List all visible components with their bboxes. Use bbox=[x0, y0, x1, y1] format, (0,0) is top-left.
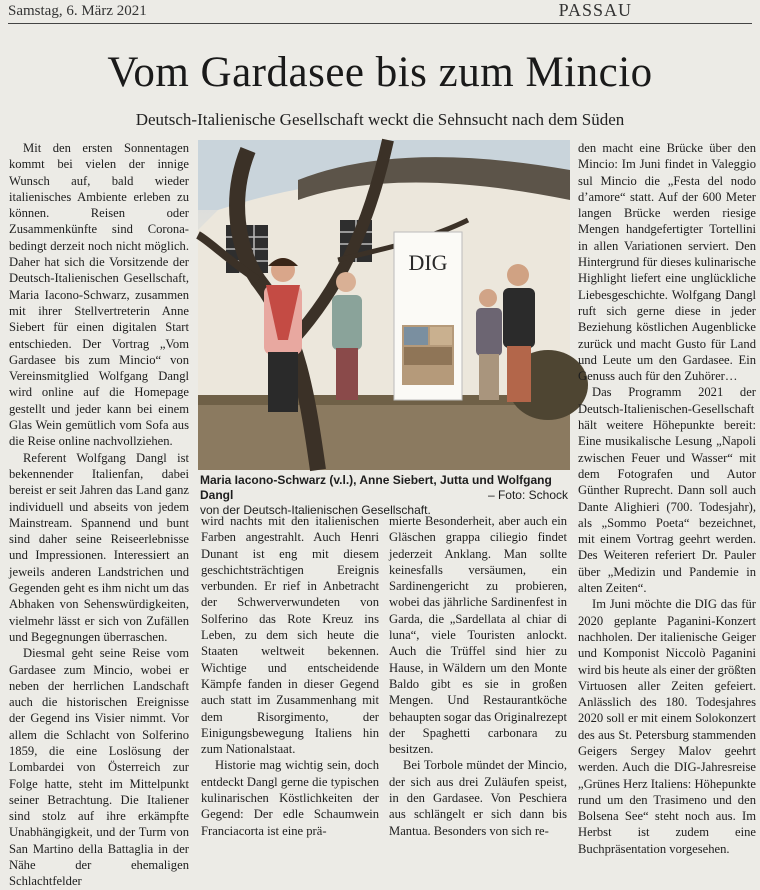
paragraph: Das Programm 2021 der Deutsch-Italienischen-Gesellschaft hält weitere Höhepunkte bereit: Eine musikalische Lesung „Napoli zwischen Feuer und Wasser“ mit dem Fotografen und Autor Günther Ruprecht. Dann soll auch Dante Alighieri (700. Todesjahr), als „Sommo Poeta“ bezeichnet, mit einem Vortrag geehrt werden. Des Weiteren referiert Dr. Pauler über „Medizin und Pandemie in alten Zeiten“. bbox=[578, 385, 756, 596]
column-3 bbox=[389, 513, 567, 838]
caption-text: von der Deutsch-Italienischen Gesellschaft. bbox=[200, 503, 431, 517]
column-2 bbox=[201, 513, 379, 838]
header-rule bbox=[8, 23, 752, 24]
paragraph: Diesmal geht seine Reise vom Gardasee zum Mincio, wobei er neben der herrlichen Landschaft auch die historischen Ereignisse der Gegend ins Visier nimmt. Vor allem die Schlacht von Solferino 1859, die eine Loslösung der Lombardei von Österreich zur Folge hatte, steht im Mittelpunkt seiner Betrachtung. Die Italiener sind stolz auf ihre erkämpfte Unabhängigkeit, und der Turm von San Martino della Battaglia in der Nähe der ehemaligen Schlachtfelder bbox=[9, 646, 189, 889]
paragraph: den macht eine Brücke über den Mincio: Im Juni findet in Valeggio sul Mincio die „Festa del nodo d’amore“ statt. Auf der 600 Meter langen Brücke werden riesige Mengen handgefertigter Tortellini in allen Variationen serviert. Den Hintergrund für dieses kulinarische Highlight liefert eine unglückliche Liebesgeschichte. Wolfgang Dangl ruft sich gerne diese in jeder Beziehung köstlichen Augenblicke zurück und macht Gusto für Land und Leute um den Gardasee. Ein Genuss auch für den Zuhörer… bbox=[578, 141, 756, 384]
article-photo bbox=[198, 140, 570, 470]
article-headline: Vom Gardasee bis zum Mincio bbox=[107, 49, 653, 96]
page-header bbox=[0, 0, 760, 24]
paragraph: mierte Besonderheit, aber auch ein Gläschen grappa ciliegio findet jederzeit Anklang. Man sollte keinesfalls versäumen, ein Sardinengericht zu probieren, wobei das jährliche Sardinenfest in Garda, die „Sardellata al chiar di luna“, viele Touristen anlockt. Auch die Trüffel sind hier zu Hause, in Wäldern um den Monte Baldo gibt es sie in großen Mengen. Und Restaurantköche behaupten sogar das Originalrezept der Spaghetti carbonara zu besitzen. bbox=[389, 514, 567, 757]
photo-illustration bbox=[198, 140, 570, 470]
paragraph: Referent Wolfgang Dangl ist bekennender Italienfan, dabei bereist er seit Jahren das Land ganz individuell und abseits von jedem Mainstream. Spannend und bunt sind daher seine Reiseerlebnisse und Impressionen. Interessiert an jeweils anderen Landstrichen und Gegenden geht es ihm nicht um das Abhaken von Sehenswürdigkeiten, vielmehr lässt er sich von Zufällen und Begegnungen überraschen. bbox=[9, 450, 189, 644]
caption-names: Maria Iacono-Schwarz (v.l.), Anne Siebert, Jutta und Wolfgang Dangl bbox=[200, 473, 552, 502]
column-1 bbox=[9, 140, 189, 889]
paragraph: wird nachts mit den italienischen Farben angestrahlt. Auch Henri Dunant ist eng mit diesem geschichtsträchtigen Ereignis verbunden. Er rief in Anbetracht der Schwerverwundeten von Solferino das Rote Kreuz ins Leben, zu dem sich heute die Staaten weltweit bekennen. Wichtige und entscheidende Kämpfe fanden in dieser Gegend auch statt im Zusammenhang mit dem Risorgimento, der Einigungsbewegung Italiens hin zum Nationalstaat. bbox=[201, 514, 379, 757]
article-subheadline: Deutsch-Italienische Gesellschaft weckt die Sehnsucht nach dem Süden bbox=[135, 110, 625, 129]
column-4 bbox=[578, 140, 756, 856]
section-name: PASSAU bbox=[558, 0, 632, 20]
paragraph: Historie mag wichtig sein, doch entdeckt Dangl gerne die typischen kulinarischen Köstlichkeiten der Gegend: Der edle Schaumwein Franciacorta ist eine prä- bbox=[201, 758, 379, 838]
paragraph: Im Juni möchte die DIG das für 2020 geplante Paganini-Konzert nachholen. Der italienische Geiger und Komponist Niccolò Paganini wird bis heute als einer der größten Virtuosen aller Zeiten gefeiert. Anlässlich des 180. Todesjahres 2020 soll er mit einem Solokonzert des aus St. Petersburg stammenden Geigers Sergey Malov geehrt werden. Auch die DIG-Jahresreise „Grünes Herz Italiens: Höhepunkte rund um den Trasimeno und den Bolsena See“ steht noch aus. Im Herbst ist zudem eine Buchpräsentation vorgesehen. bbox=[578, 597, 756, 856]
paragraph: Bei Torbole mündet der Mincio, der sich aus drei Zuläufen speist, in den Gardasee. Von Peschiera aus schlängelt er sich dann bis Mantua. Besonders von sich re- bbox=[389, 758, 567, 838]
paragraph: Mit den ersten Sonnentagen kommt bei vielen der innige Wunsch auf, bald wieder italienisches Ambiente erleben zu können. Reisen oder Zusammenkünfte sind Corona-bedingt derzeit noch nicht möglich. Daher hat sich die Vorsitzende der Deutsch-Italienischen Gesellschaft, Maria Iacono-Schwarz, zusammen mit ihrer Stellvertreterin Anne Siebert für einen digitalen Start entschieden. Der Vortrag „Vom Gardasee bis zum Mincio“ von Vereinsmitglied Wolfgang Dangl wird online auf die Homepage gestellt und jeder kann bei einem Glas Wein gemütlich vom Sofa aus die Reise online nachvollziehen. bbox=[9, 141, 189, 449]
issue-date: Samstag, 6. März 2021 bbox=[8, 3, 147, 19]
photo-caption bbox=[200, 473, 568, 518]
dig-logo: DIG bbox=[408, 250, 448, 275]
photo-credit: – Foto: Schock bbox=[487, 488, 568, 502]
